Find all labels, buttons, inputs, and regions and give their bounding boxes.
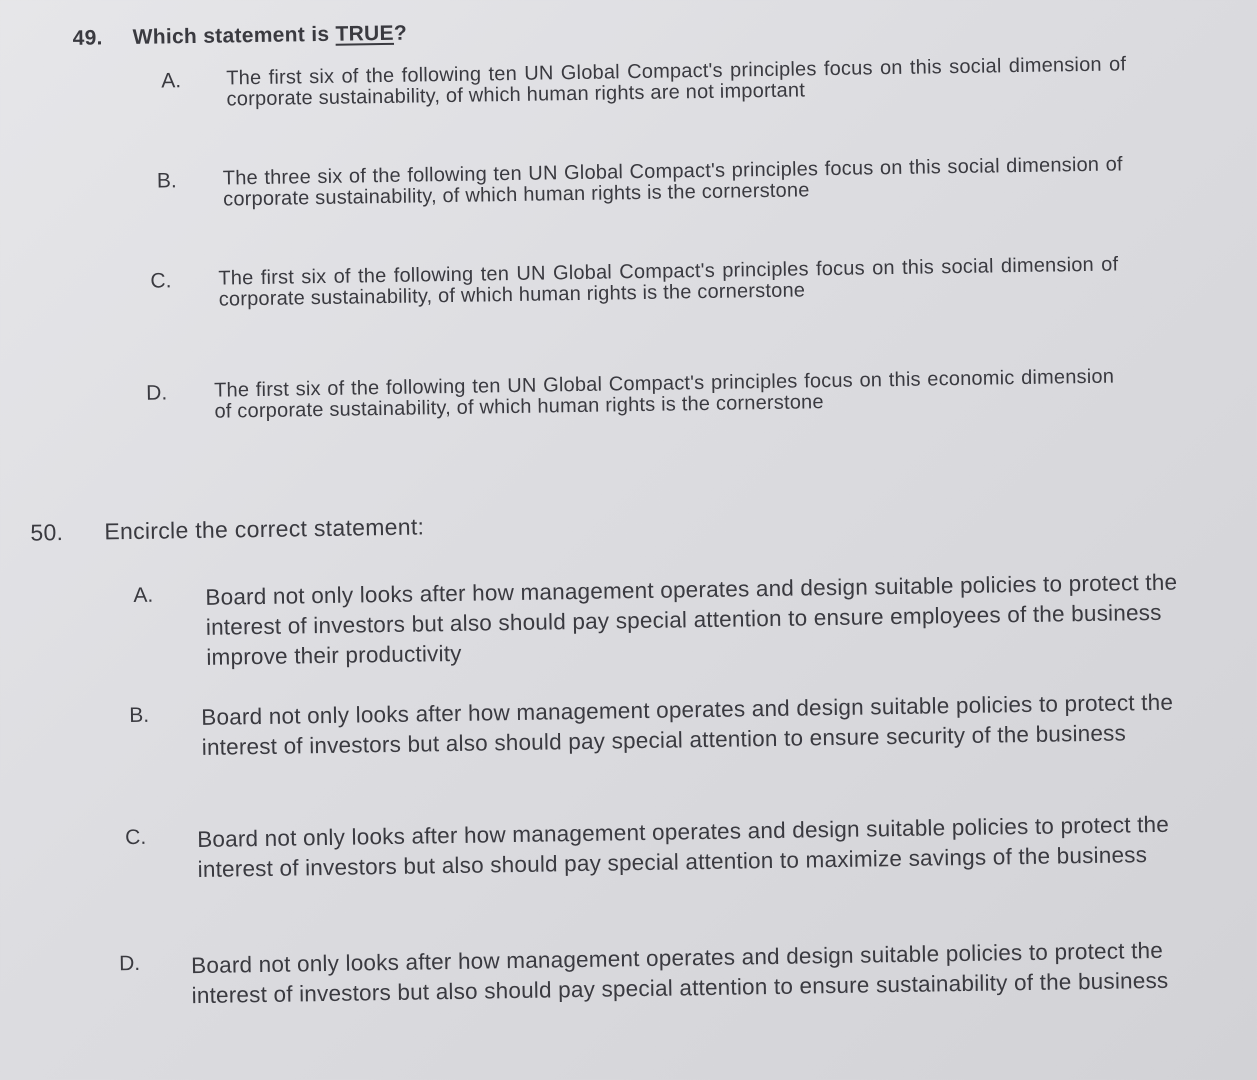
- option-letter: B.: [156, 169, 177, 193]
- option-text: The three six of the following ten UN Global Compact's principles focus on this social dimension of corporate sustainability, of which human rights is the cornerstone: [222, 153, 1123, 211]
- option-letter: D.: [146, 381, 168, 405]
- option-text: The first six of the following ten UN Global Compact's principles focus on this economic dimension of corporate sustainability, of which human rights is the cornerstone: [213, 365, 1115, 423]
- option-letter: C.: [150, 269, 172, 293]
- option-text: Board not only looks after how management operates and design suitable policies to protect the interest of investors but also should pay special attention to maximize savings of the business: [197, 811, 1170, 883]
- option-text: The first six of the following ten UN Global Compact's principles focus on this social dimension of corporate sustainability, of which human rights are not important: [226, 53, 1127, 111]
- option-letter: B.: [129, 703, 150, 728]
- question-50-stem: Encircle the correct statement:: [104, 513, 425, 545]
- option-text: Board not only looks after how management operates and design suitable policies to protect the interest of investors but also should pay special attention to ensure security of the business: [201, 689, 1174, 760]
- option-letter: A.: [133, 583, 154, 607]
- stem-emphasis: TRUE: [335, 21, 395, 46]
- option-text: Board not only looks after how management operates and design suitable policies to protect the interest of investors but also should pay special attention to ensure sustainability of the business: [190, 937, 1169, 1009]
- question-49-stem: [132, 22, 407, 50]
- option-letter: C.: [124, 825, 147, 850]
- stem-suffix: ?: [393, 21, 408, 45]
- question-50-number: 50.: [30, 519, 64, 546]
- option-text: The first six of the following ten UN Global Compact's principles focus on this social dimension of corporate sustainability, of which human rights is the cornerstone: [218, 253, 1119, 311]
- option-text: Board not only looks after how management operates and design suitable policies to protect the interest of investors but also should pay special attention to ensure employees of the business improve their productivity: [205, 569, 1178, 670]
- option-letter: D.: [118, 951, 141, 976]
- question-49-number: 49.: [72, 26, 103, 50]
- stem-prefix: Which statement is: [132, 22, 336, 49]
- option-letter: A.: [161, 69, 182, 93]
